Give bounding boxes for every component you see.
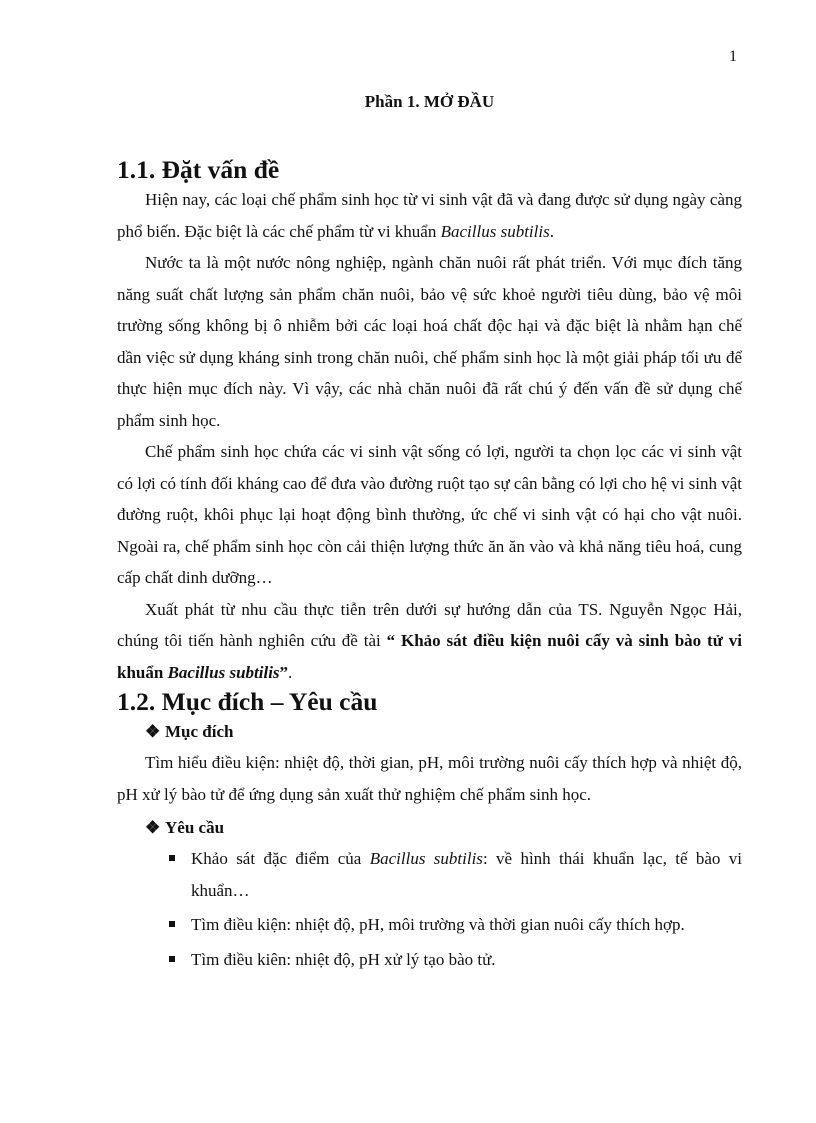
list-item: Tìm điều kiên: nhiệt độ, pH xử lý tạo bào tử. — [117, 944, 742, 976]
list-item: Tìm điều kiện: nhiệt độ, pH, môi trường và thời gian nuôi cấy thích hợp. — [117, 909, 742, 941]
chapter-title: Phần 1. MỞ ĐẦU — [364, 92, 495, 111]
square-bullet-icon — [169, 855, 175, 861]
square-bullet-icon — [169, 921, 175, 927]
document-body — [117, 88, 742, 975]
paragraph-intro: Hiện nay, các loại chế phẩm sinh học từ vi sinh vật đã và đang được sử dụng ngày càng phổ biến. Đặc biệt là các chế phẩm từ vi khuẩn Bacillus subtilis. — [117, 190, 742, 241]
list-item: Khảo sát đặc điểm của Bacillus subtilis: về hình thái khuẩn lạc, tế bào vi khuẩn… — [117, 843, 742, 906]
section-heading-1-2: 1.2. Mục đích – Yêu cầu — [117, 687, 378, 716]
page-number: 1 — [729, 48, 737, 65]
requirement-list — [117, 843, 742, 975]
purpose-heading: ❖ Mục đích — [117, 716, 742, 747]
paragraph-context: Nước ta là một nước nông nghiệp, ngành chăn nuôi rất phát triển. Với mục đích tăng năng suất chất lượng sản phẩm chăn nuôi, bảo vệ sức khoẻ người tiêu dùng, bảo vệ môi trường sống không bị ô nhiễm bởi các loại hoá chất độc hại và đặc biệt là nhằm hạn chế dần việc sử dụng kháng sinh trong chăn nuôi, chế phẩm sinh học là một giải pháp tối ưu để thực hiện mục đích này. Vì vậy, các nhà chăn nuôi đã rất chú ý đến vấn đề sử dụng chế phẩm sinh học. — [117, 253, 742, 430]
diamond-bullet-icon: ❖ — [145, 722, 161, 741]
square-bullet-icon — [169, 956, 175, 962]
diamond-bullet-icon: ❖ — [145, 818, 161, 837]
paragraph-probiotics: Chế phẩm sinh học chứa các vi sinh vật sống có lợi, người ta chọn lọc các vi sinh vật có lợi có tính đối kháng cao để đưa vào đường ruột tạo sự cân bằng có lợi cho hệ vi sinh vật đường ruột, khôi phục lại hoạt động bình thường, ức chế vi sinh vật có hại cho vật nuôi. Ngoài ra, chế phẩm sinh học còn cải thiện lượng thức ăn ăn vào và khả năng tiêu hoá, cung cấp chất dinh dưỡng… — [117, 442, 742, 587]
paragraph-purpose: Tìm hiểu điều kiện: nhiệt độ, thời gian, pH, môi trường nuôi cấy thích hợp và nhiệt độ, pH xử lý bào tử để ứng dụng sản xuất thử nghiệm chế phẩm sinh học. — [117, 753, 742, 804]
requirement-heading: ❖ Yêu cầu — [117, 812, 742, 843]
section-heading-1-1: 1.1. Đặt vấn đề — [117, 155, 280, 184]
paragraph-topic: Xuất phát từ nhu cầu thực tiễn trên dưới sự hướng dẫn của TS. Nguyễn Ngọc Hải, chúng tôi tiến hành nghiên cứu đề tài “ Khảo sát điều kiện nuôi cấy và sinh bào tử vi khuẩn Bacillus subtilis”. — [117, 599, 742, 682]
